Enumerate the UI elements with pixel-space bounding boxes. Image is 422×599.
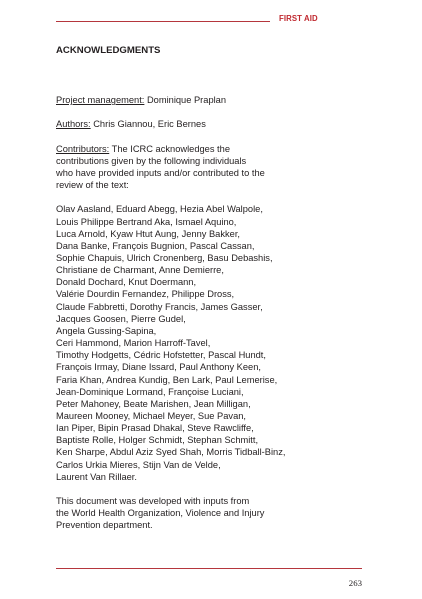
authors-label: Authors:: [56, 119, 91, 130]
closing-line: Prevention department.: [56, 520, 153, 531]
authors-paragraph: [56, 118, 296, 130]
contributor-names-line: Sophie Chapuis, Ulrich Cronenberg, Basu Debashis,: [56, 252, 273, 263]
contributors-names-paragraph: [56, 203, 296, 483]
contributor-names-line: Jacques Goosen, Pierre Gudel,: [56, 313, 186, 324]
contributor-names-line: Baptiste Rolle, Holger Schmidt, Stephan Schmitt,: [56, 435, 259, 446]
closing-line: This document was developed with inputs from: [56, 496, 250, 507]
contributors-intro-line: contributions given by the following individuals: [56, 155, 247, 166]
contributor-names-line: Luca Arnold, Kyaw Htut Aung, Jenny Bakker,: [56, 228, 240, 239]
contributor-names-line: Maureen Mooney, Michael Meyer, Sue Pavan,: [56, 411, 246, 422]
project-management-label: Project management:: [56, 95, 145, 105]
contributors-intro-line: review of the text:: [56, 180, 129, 191]
contributor-names-line: Ian Piper, Bipin Prasad Dhakal, Steve Rawcliffe,: [56, 423, 254, 434]
contributor-names-line: François Irmay, Diane Issard, Paul Anthony Keen,: [56, 362, 261, 373]
contributor-names-line: Carlos Urkia Mieres, Stijn Van de Velde,: [56, 459, 221, 470]
contributor-names-line: Claude Fabbretti, Dorothy Francis, James Gasser,: [56, 301, 263, 312]
project-management-paragraph: [56, 94, 296, 106]
footer-rule: [56, 568, 362, 569]
page-title: ACKNOWLEDGMENTS: [56, 45, 161, 56]
contributor-names-line: Donald Dochard, Knut Doermann,: [56, 277, 197, 288]
page-number: 263: [348, 578, 362, 588]
closing-line: the World Health Organization, Violence and Injury: [56, 508, 265, 519]
contributor-names-line: Faria Khan, Andrea Kundig, Ben Lark, Paul Lemerise,: [56, 374, 278, 385]
contributor-names-line: Peter Mahoney, Beate Marishen, Jean Milligan,: [56, 398, 251, 409]
contributor-names-line: Timothy Hodgetts, Cédric Hofstetter, Pascal Hundt,: [56, 350, 266, 361]
contributor-names-line: Louis Philippe Bertrand Aka, Ismael Aquino,: [56, 216, 237, 227]
contributors-intro-paragraph: [56, 143, 296, 192]
contributors-intro-line: who have provided inputs and/or contributed to the: [56, 167, 265, 178]
project-management-value: Dominique Praplan: [144, 95, 227, 105]
contributor-names-line: Laurent Van Rillaer.: [56, 471, 137, 482]
contributor-names-line: Dana Banke, François Bugnion, Pascal Cassan,: [56, 240, 255, 251]
contributor-names-line: Ceri Hammond, Marion Harroff-Tavel,: [56, 338, 211, 349]
contributor-names-line: Angela Gussing-Sapina,: [56, 325, 157, 336]
contributor-names-line: Jean-Dominique Lormand, Françoise Luciani,: [56, 386, 244, 397]
contributor-names-line: Olav Aasland, Eduard Abegg, Hezia Abel Walpole,: [56, 204, 263, 215]
section-tag: FIRST AID: [279, 14, 318, 23]
contributor-names-line: Valérie Dourdin Fernandez, Philippe Dross,: [56, 289, 235, 300]
closing-paragraph: [56, 495, 296, 531]
contributors-intro-line: Contributors: The ICRC acknowledges the: [56, 143, 230, 154]
acknowledgments-body: [56, 94, 296, 544]
contributor-names-line: Ken Sharpe, Abdul Aziz Syed Shah, Morris Tidball-Binz,: [56, 447, 286, 458]
authors-value: Chris Giannou, Eric Bernes: [90, 119, 206, 130]
header-rule: [56, 21, 270, 22]
contributors-label: Contributors:: [56, 143, 110, 154]
contributor-names-line: Christiane de Charmant, Anne Demierre,: [56, 265, 224, 276]
